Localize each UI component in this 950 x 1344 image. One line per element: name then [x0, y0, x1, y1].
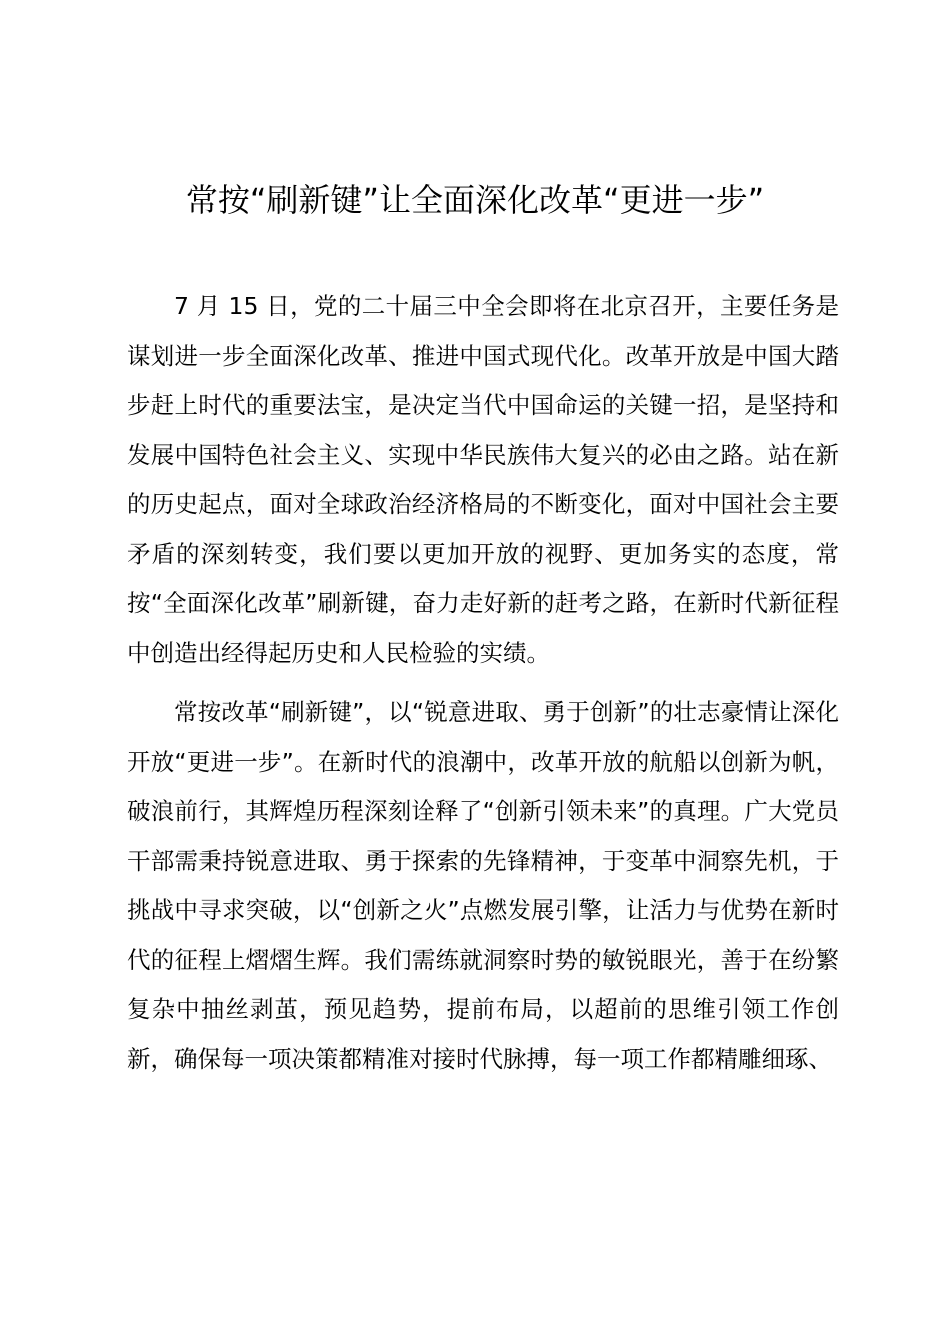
- document-body: [127, 282, 839, 1094]
- document-title: 常按“刷新键”让全面深化改革“更进一步”: [185, 181, 765, 219]
- paragraph-2: 常按改革“刷新键”，以“锐意进取、勇于创新”的壮志豪情让深化开放“更进一步”。在新时代的浪潮中，改革开放的航船以创新为帆，破浪前行，其辉煌历程深刻诠释了“创新引领未来”的真理。广大党员干部需秉持锐意进取、勇于探索的先锋精神，于变革中洞察先机，于挑战中寻求突破，以“创新之火”点燃发展引擎，让活力与优势在新时代的征程上熠熠生辉。我们需练就洞察时势的敏锐眼光，善于在纷繁复杂中抽丝剥茧，预见趋势，提前布局，以超前的思维引领工作创新，确保每一项决策都精准对接时代脉搏，每一项工作都精雕细琢、: [127, 698, 839, 1073]
- paragraph-1: 7 月 15 日，党的二十届三中全会即将在北京召开，主要任务是谋划进一步全面深化改革、推进中国式现代化。改革开放是中国大踏步赶上时代的重要法宝，是决定当代中国命运的关键一招，是坚持和发展中国特色社会主义、实现中华民族伟大复兴的必由之路。站在新的历史起点，面对全球政治经济格局的不断变化，面对中国社会主要矛盾的深刻转变，我们要以更加开放的视野、更加务实的态度，常按“全面深化改革”刷新键，奋力走好新的赶考之路，在新时代新征程中创造出经得起历史和人民检验的实绩。: [127, 292, 839, 667]
